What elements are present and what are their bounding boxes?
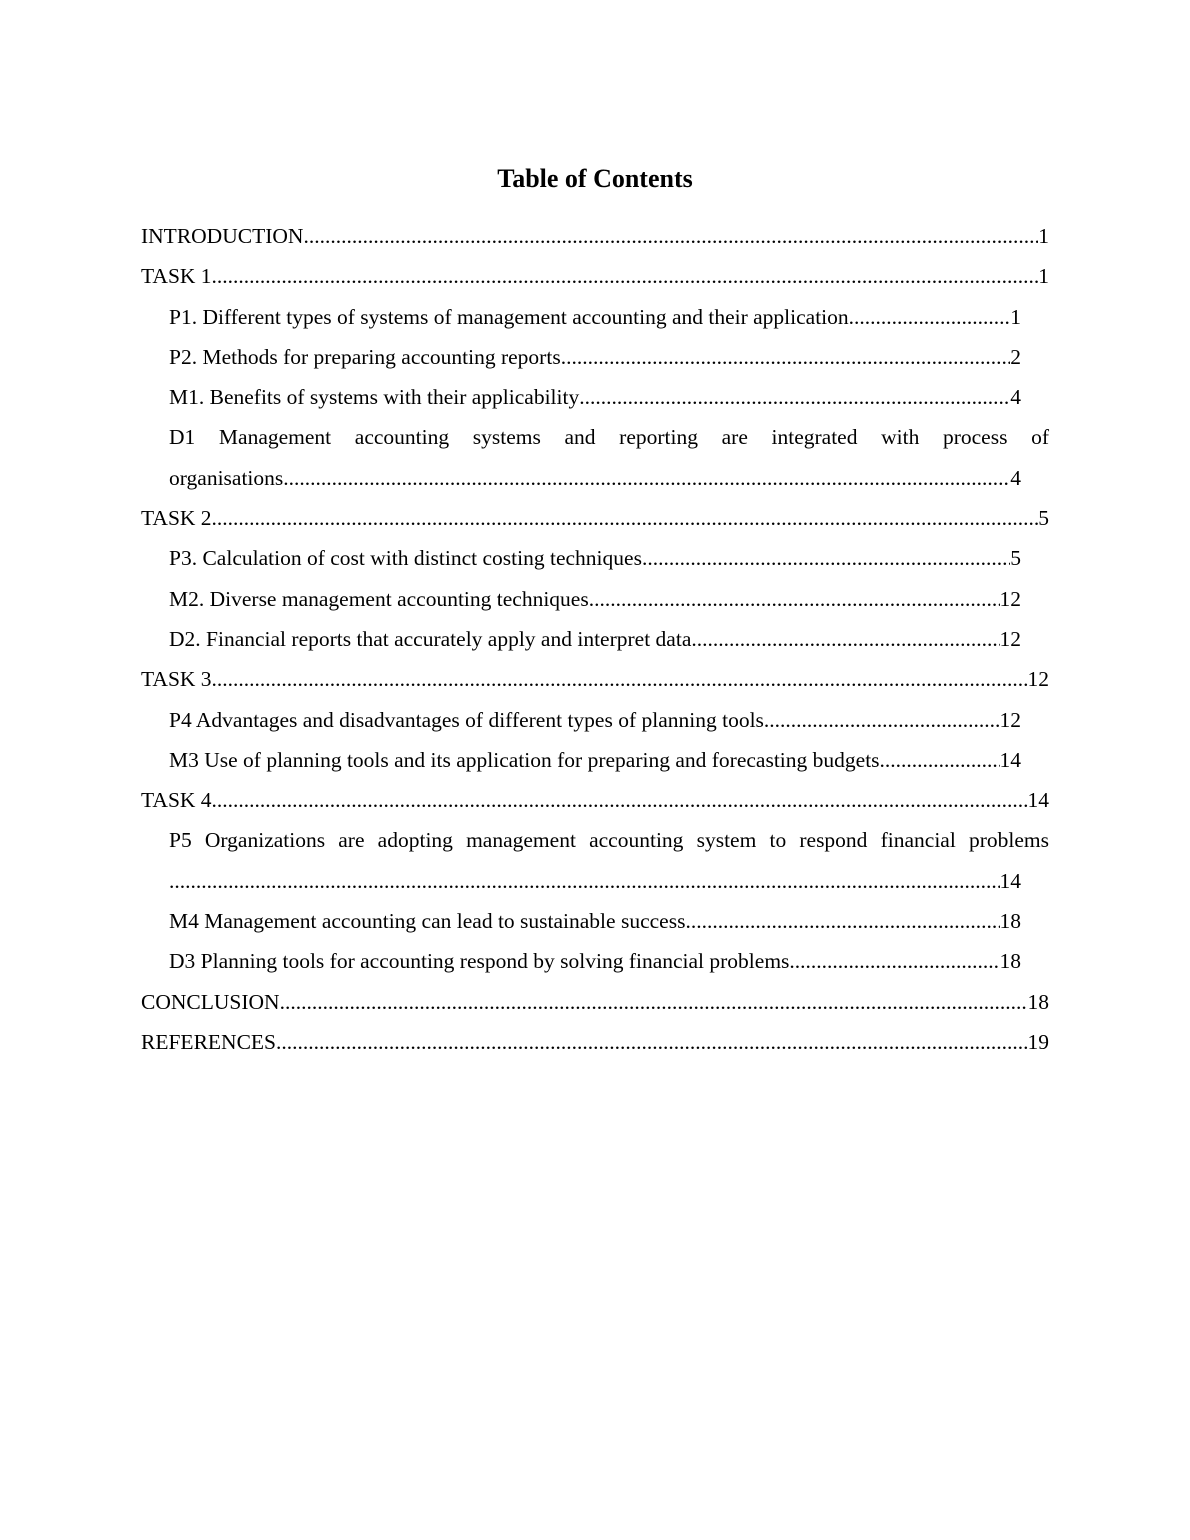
toc-page-number: 4 [1010, 385, 1021, 410]
toc-entry-label: P3. Calculation of cost with distinct costing techniques [169, 546, 642, 571]
toc-page-number: 1 [1010, 304, 1021, 329]
dot-leader [212, 659, 1028, 699]
toc-entry-references[interactable] [141, 1022, 1049, 1062]
toc-page-number: 12 [999, 707, 1021, 732]
dot-leader [579, 377, 1010, 417]
dot-leader [212, 256, 1039, 296]
toc-title: Table of Contents [497, 164, 693, 193]
toc-page-number: 5 [1010, 546, 1021, 571]
dot-leader [849, 297, 1011, 337]
dot-leader [212, 498, 1039, 538]
dot-leader [280, 982, 1028, 1022]
toc-page-number: 1 [1038, 224, 1049, 248]
toc-entry-label: P4 Advantages and disadvantages of different types of planning tools [169, 707, 764, 732]
dot-leader [691, 619, 999, 659]
toc-entry-d2[interactable] [141, 619, 1049, 659]
toc-entry-label: D2. Financial reports that accurately apply and interpret data [169, 626, 692, 651]
toc-entry-label: P2. Methods for preparing accounting reports [169, 344, 561, 369]
toc-entry-label: TASK 4 [141, 788, 212, 813]
toc-entry-task-1[interactable] [141, 256, 1049, 296]
toc-page-number: 18 [999, 949, 1021, 974]
toc-page-number: 14 [1027, 788, 1049, 813]
toc-entry-p2[interactable] [141, 337, 1049, 377]
toc-entry-label: M1. Benefits of systems with their applicability [169, 385, 580, 410]
dot-leader [212, 780, 1028, 820]
toc-entry-d1-line-1[interactable] [141, 417, 1049, 457]
toc-entry-label: CONCLUSION [141, 989, 280, 1014]
toc-entry-d1-line-2[interactable] [141, 458, 1049, 498]
toc-entry-label: REFERENCES [141, 1029, 276, 1054]
toc-page-number: 12 [1027, 667, 1049, 692]
toc-page-number: 2 [1010, 344, 1021, 369]
toc-entry-label: D1 Management accounting systems and reporting are integrated with process of [169, 425, 1049, 450]
toc-entry-label: organisations [169, 465, 284, 490]
toc-page-number: 12 [999, 626, 1021, 651]
dot-leader [589, 579, 1000, 619]
toc-entry-label: D3 Planning tools for accounting respond by solving financial problems [169, 949, 790, 974]
toc-page-number: 12 [999, 586, 1021, 611]
toc-entry-p4[interactable] [141, 700, 1049, 740]
dot-leader [685, 901, 999, 941]
toc-entry-d3[interactable] [141, 941, 1049, 981]
toc-entry-m4[interactable] [141, 901, 1049, 941]
dot-leader [764, 700, 1000, 740]
toc-entry-m1[interactable] [141, 377, 1049, 417]
toc-entry-task-2[interactable] [141, 498, 1049, 538]
toc-page-number: 19 [1027, 1029, 1049, 1054]
toc-page-number: 14 [999, 747, 1021, 772]
dot-leader [880, 740, 1000, 780]
toc-entry-label: INTRODUCTION [141, 224, 304, 248]
toc-entry-label: P5 Organizations are adopting management accounting system to respond financial problems [169, 828, 1049, 853]
toc-page-number: 1 [1038, 264, 1049, 289]
dot-leader [642, 538, 1010, 578]
toc-entry-p1[interactable] [141, 297, 1049, 337]
dot-leader [303, 216, 1038, 256]
toc-page-number: 5 [1038, 506, 1049, 531]
toc-entry-label: M3 Use of planning tools and its application for preparing and forecasting budgets [169, 747, 880, 772]
toc-page-number: 18 [999, 909, 1021, 934]
toc-entry-introduction[interactable] [141, 216, 1049, 256]
toc-entry-p5-line-2[interactable] [141, 861, 1049, 901]
toc-entry-label: TASK 3 [141, 667, 212, 692]
toc-page-number: 18 [1027, 989, 1049, 1014]
toc-entry-label: TASK 2 [141, 506, 212, 531]
toc-entry-label: TASK 1 [141, 264, 212, 289]
dot-leader [561, 337, 1011, 377]
toc-entry-task-3[interactable] [141, 659, 1049, 699]
dot-leader [276, 1022, 1028, 1062]
toc-page-number: 14 [999, 868, 1021, 893]
toc-entry-conclusion[interactable] [141, 982, 1049, 1022]
toc-page-number: 4 [1010, 465, 1021, 490]
dot-leader [789, 941, 999, 981]
toc-entry-label: P1. Different types of systems of management accounting and their application [169, 304, 849, 329]
toc-entry-p5-line-1[interactable] [141, 820, 1049, 860]
toc-entry-task-4[interactable] [141, 780, 1049, 820]
toc-entry-m3[interactable] [141, 740, 1049, 780]
dot-leader [169, 861, 1000, 901]
table-of-contents [141, 216, 1049, 1062]
toc-entry-p3[interactable] [141, 538, 1049, 578]
toc-entry-label: M4 Management accounting can lead to sustainable success [169, 909, 686, 934]
toc-entry-label: M2. Diverse management accounting techniques [169, 586, 589, 611]
toc-entry-m2[interactable] [141, 579, 1049, 619]
dot-leader [283, 458, 1010, 498]
